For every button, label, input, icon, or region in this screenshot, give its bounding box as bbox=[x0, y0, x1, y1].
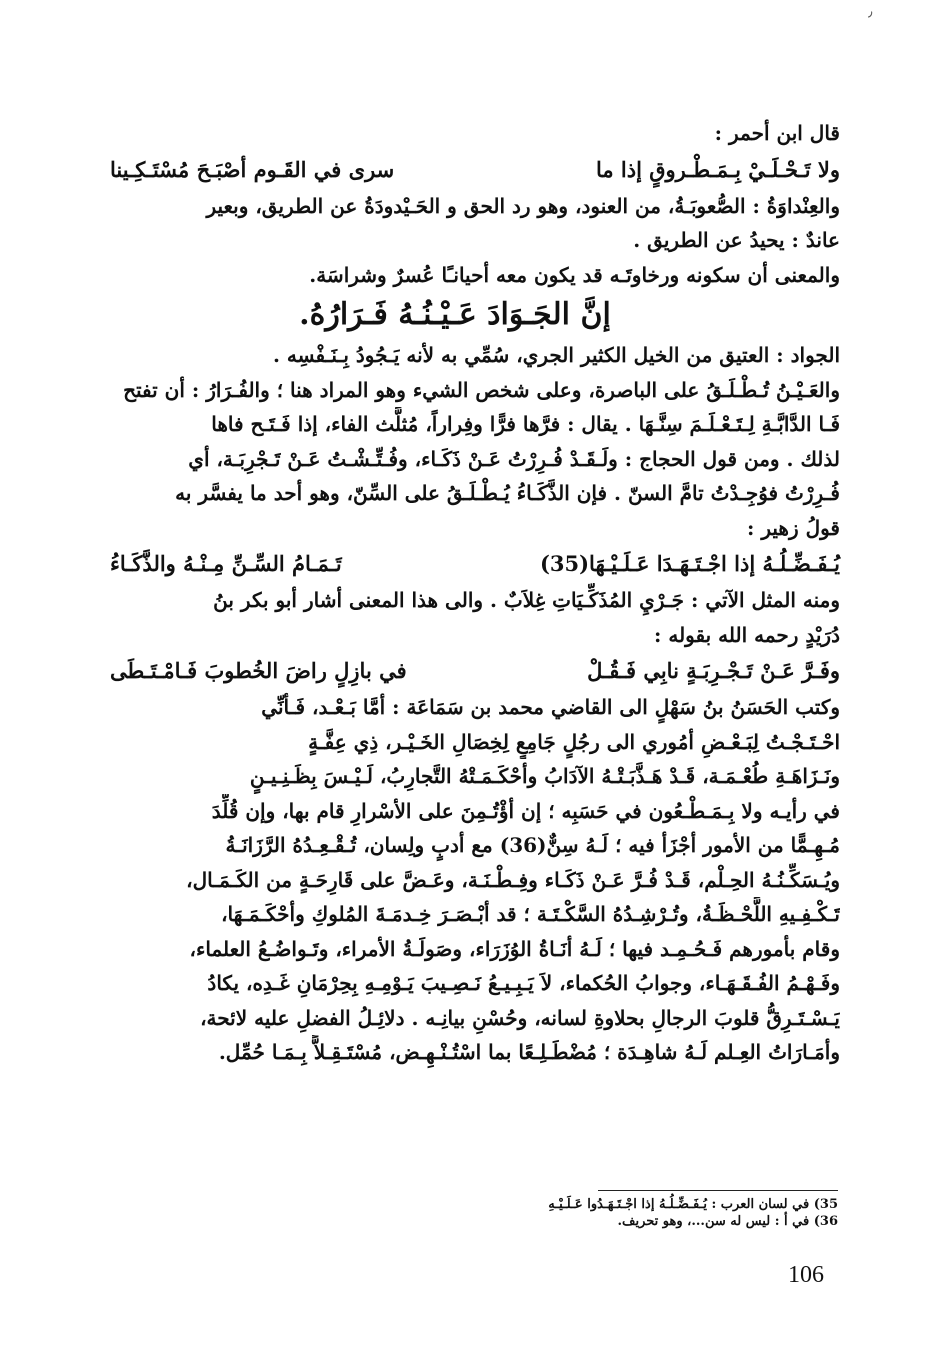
footnote-35: 35) في لسان العرب : يُـفَـضِّـلُـهُ إذا اجْـتَـهَـدُوا عَـلَـيْـهِ bbox=[548, 1197, 838, 1212]
text-line: ونَـزَاهَـةِ طُعْـمَـة، قَـدْ هَـذَّبَـتْـهُ الآدَابُ وأحْكَـمَـتْهُ التَّجارِبُ، لَـيْـسَ بِظَـنِـيـنٍ bbox=[249, 764, 840, 788]
text-line: عاندٌ : يحيدُ عن الطريق . bbox=[633, 228, 840, 252]
text-line: يَـسْـتَـرِقُّ قلوبَ الرجالِ بحلاوةِ لسانه، وحُسْنِ بيانِـه . دلائِـلُ الفضلِ عليه لائحة، bbox=[200, 1005, 840, 1030]
text-line: احْـتَـجْـتُ لِبَـعْـضِ أمُوري الى رجُلٍ جَامِعٍ لِخِصَالِ الخَـيْـر، ذِي عِفَّـةٍ bbox=[308, 729, 840, 754]
footnote-divider bbox=[598, 1190, 838, 1191]
proverb-heading: إنَّ الجَـوَادَ عَـيْـنُـهُ فَـرَارُهُ. bbox=[299, 297, 611, 332]
main-text bbox=[110, 116, 840, 1070]
text-line: لذلك . ومن قول الحجاج : ولَـقَـدْ فُـرِرْتُ عَـنْ ذَكَـاء، وفُـتِّـشْـتُ عَـنْ تَـجْرِبَـة، أي bbox=[188, 446, 840, 471]
text-line: فُـرِرْتُ فوُجِـدْتُ تامَّ السنّ . فإن الذَّكَـاءُ يُـطْـلَـقُ على السِّنّ، وهو أحد ما يفسَّر به bbox=[175, 481, 840, 505]
verse-ibn-durayd bbox=[110, 652, 840, 690]
footnote-36: 36) في أ : ليس له سن...، وهو تحريف. bbox=[617, 1214, 838, 1229]
text-line: في رأيـه ولا بِـمَـطْـعُون في حَسَبِه ؛ إن أؤْتُـمِنَ على الأسْرارِ قام بها، وإن قُلِّدَ bbox=[211, 798, 840, 823]
verse-second-hemistich: تَـمَـامُ السِّـنِّ مِـنْـهُ والذَّكَـاءُ bbox=[110, 551, 342, 576]
text-line: وكتب الحَسَنُ بنُ سَهْلٍ الى القاضي محمد بن سَمَاعَة : أمَّا بَـعْـد، فَـأنِّي bbox=[261, 695, 840, 719]
text-line: والعِنْداوَةُ : الصُّعوبَـةُ، من العنود، وهو رد الحق و الحَـيْدودَةُ عن الطريق، وبعير bbox=[206, 193, 840, 218]
text-line: قولُ زهير : bbox=[746, 515, 840, 540]
text-line: تَـكْـفِـيهِ اللَّحْـظَـةُ، وتُـرْشِـدُهُ السَّكْـتَـة ؛ قد أبْـصَـرَ خِـدمَـةَ المُلوكِ وأحْكَـمَـهَا، bbox=[221, 902, 840, 926]
verse-first-hemistich: يُـفَـضِّـلُـهُ إذا اجْـتَـهَـدَا عَـلَـيْـهَا(35) bbox=[539, 551, 840, 576]
text-line: ومنه المثل الآتي : جَـرْيِ المُذَكِّـيَاتِ غِلاَبٌ . والى هذا المعنى أشار أبو بكر بنُ bbox=[213, 588, 840, 612]
page-number: 106 bbox=[788, 1262, 824, 1288]
text-line: والمعنى أن سكونه ورخاوتَـه قد يكون معه أحيانـًا عُسرٌ وشراسَة. bbox=[309, 262, 840, 287]
text-line: ويُـسَكِّـنُـهُ الحِـلْم، قَـدْ فُـرَّ عَـنْ ذَكَـاء وفِـطْـنَـة، وعَـضَّ على قَارِحَـةٍ من الكَـمَـال، bbox=[186, 867, 840, 892]
verse-first-hemistich: ولا تَـحْـلَـيْ بِـمَـطْـروقٍ إذا ما bbox=[595, 156, 840, 182]
verse-first-hemistich: وفَـرَّ عَـنْ تَـجْـرِبَـةٍ نابِي فَـقُـلْ bbox=[587, 658, 840, 683]
verse-second-hemistich: سرى في القَـوم أصْبَـحَ مُسْتَـكِـينا bbox=[110, 156, 395, 182]
text-line: قال ابن أحمر : bbox=[714, 121, 840, 145]
margin-mark: ٫ bbox=[868, 4, 873, 20]
footnotes bbox=[400, 1196, 838, 1230]
text-line: فَـا الدَّابَّـةِ لِـتَـعْـلَـمَ سِنَّـهَا . يقال : فرَّها فرًّا وفِراراً، مُثلَّث الفاء، إذا فَـتَـح فاها bbox=[211, 412, 840, 436]
text-line: مُـهِـمًّا من الأمور أجْزَأ فيه ؛ لَـهُ سِنٌّ(36) مع أدبٍ ولِسان، تُـقْـعِـدُهُ الرَّزَانَـةُ bbox=[225, 833, 840, 857]
text-line: دُرَيْدٍ رحمه الله بقوله : bbox=[654, 622, 840, 647]
text-line: وفَـهْـمُ الفُـقَـهَـاء، وجوابُ الحُكماء، لاَ يَـبِـيـعُ نَـصِـيبَ يَـوْمِـهِ بِحِرْمَانِ غَـدِه، يكادُ bbox=[207, 971, 840, 995]
verse-zuhair bbox=[110, 545, 840, 583]
verse-ibn-ahmar bbox=[110, 151, 840, 189]
verse-second-hemistich: في بازِلٍ راضَ الخُطوبَ فَـامْـتَـطَى bbox=[110, 658, 407, 683]
text-line: الجواد : العتيق من الخيل الكثير الجري، سُمِّي به لأنه يَـجُودُ بِـنَـفْسِه . bbox=[272, 343, 840, 367]
text-line: وأمَـارَاتُ العِـلم لَـهُ شاهِـدَة ؛ مُضْطَـلِـعًا بما اسْتُـنْـهِـض، مُسْتَـقِـلاًّ بِـمَـا حُمِّل. bbox=[218, 1040, 840, 1064]
text-line: وقام بأمورهم فَـحُـمِـد فيها ؛ لَـهُ أنَـاةُ الوُزَرَاء، وصَولَـةُ الأمراء، وتَـواضُـعُ العلماء، bbox=[189, 936, 840, 961]
text-line: والعَـيْـنُ تُـطْـلَـقُ على الباصرة، وعلى شخص الشيء وهو المراد هنا ؛ والفُـرَارُ : أن تفتح bbox=[123, 377, 840, 402]
